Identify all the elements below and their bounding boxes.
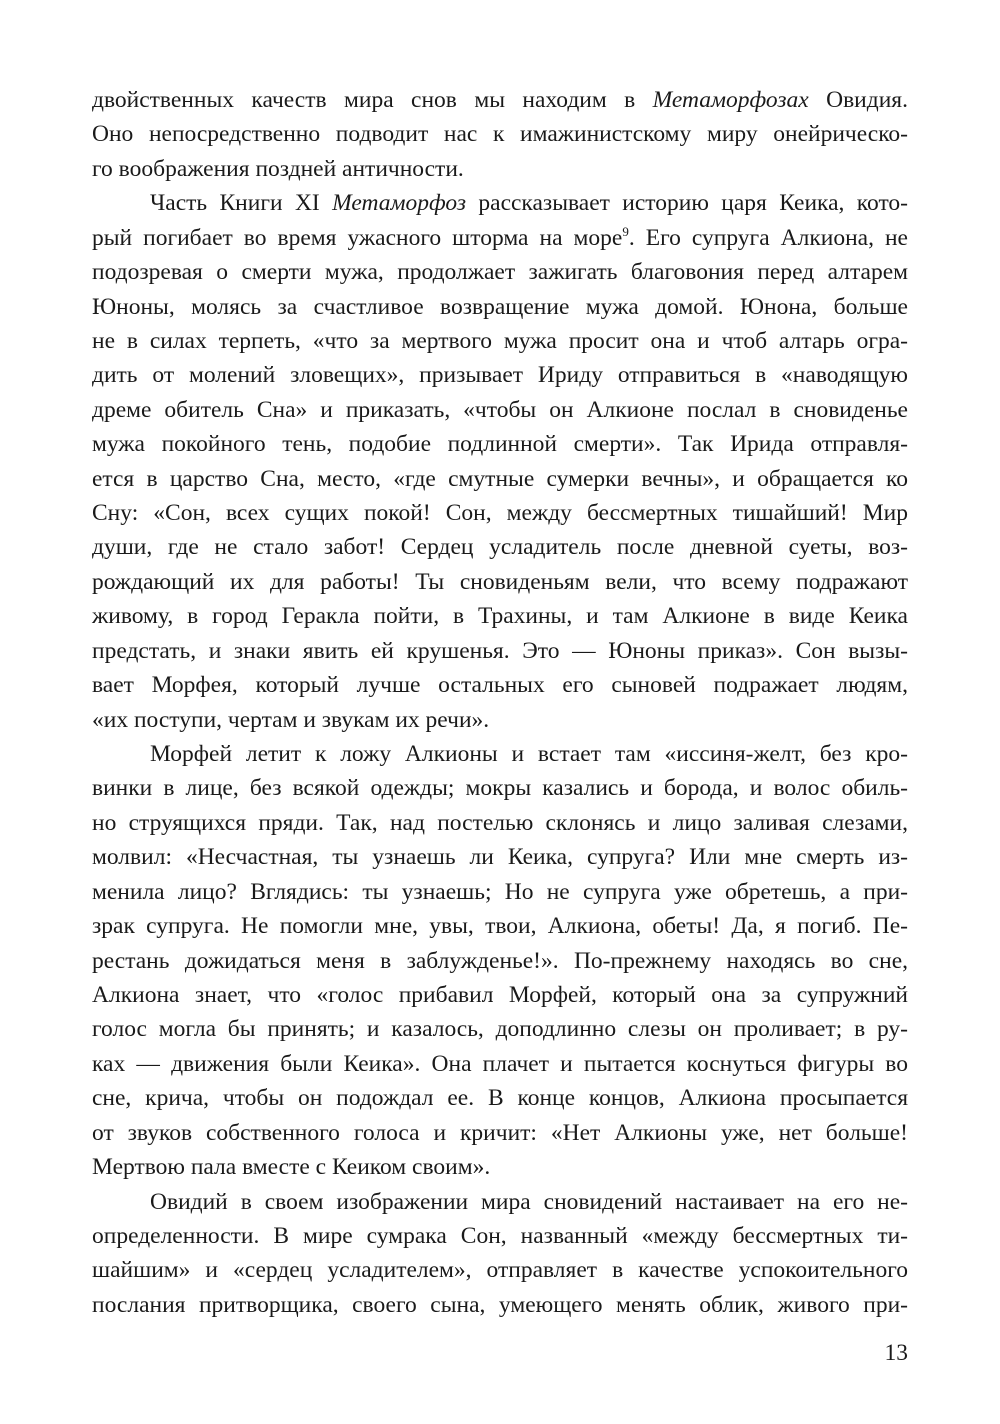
text-line <box>92 771 908 805</box>
paragraph <box>92 186 908 737</box>
text-line <box>92 1185 908 1219</box>
text-run: живому, в город Геракла пойти, в Трахины, и там Алкионе в виде Кеика <box>92 603 908 630</box>
text-run: подозревая о смерти мужа, продолжает зажигать благовония перед алтарем <box>92 259 908 286</box>
text-line <box>92 393 908 427</box>
text-run: Морфей летит к ложу Алкионы и встает там «иссиня-желт, без кро- <box>150 741 908 768</box>
text-line <box>92 358 908 392</box>
text-line <box>92 221 908 255</box>
paragraph <box>92 737 908 1184</box>
text-line <box>92 909 908 943</box>
text-line <box>92 255 908 289</box>
text-run: двойственных качеств мира снов мы находим в <box>92 87 653 113</box>
text-line <box>92 530 908 564</box>
italic-title: Метаморфозах <box>652 87 809 113</box>
text-run: души, где не стало забот! Сердец усладитель после дневной суеты, воз- <box>92 534 908 561</box>
text-run: Юноны, молясь за счастливое возвращение мужа домой. Юнона, больше <box>92 293 908 320</box>
text-line <box>92 1012 908 1046</box>
text-run: го воображения поздней античности. <box>92 155 464 182</box>
text-line <box>92 1150 908 1184</box>
text-run: «их поступи, чертам и звукам их речи». <box>92 706 490 733</box>
text-run: молвил: «Несчастная, ты узнаешь ли Кеика, супруга? Или мне смерть из- <box>92 844 908 871</box>
text-line <box>92 186 908 220</box>
text-line <box>92 117 908 151</box>
text-line <box>92 668 908 702</box>
text-run: зрак супруга. Не помогли мне, увы, твои, Алкиона, обеты! Да, я погиб. Пе- <box>92 913 908 940</box>
page-number: 13 <box>884 1340 908 1366</box>
text-line <box>92 599 908 633</box>
text-run: не в силах терпеть, «что за мертвого мужа просит она и чтоб алтарь огра- <box>92 327 908 354</box>
text-run: менила лицо? Вглядись: ты узнаешь; Но не супруга уже обретешь, а при- <box>92 878 908 905</box>
text-run: Овидий в своем изображении мира сновидений настаивает на его не- <box>150 1188 908 1215</box>
text-run: Часть Книги XI <box>150 190 333 217</box>
text-line <box>92 1116 908 1150</box>
text-line <box>92 944 908 978</box>
text-line <box>92 978 908 1012</box>
text-line <box>92 1219 908 1253</box>
text-run: рождающий их для работы! Ты сновиденьям вели, что всему подражают <box>92 568 908 595</box>
italic-title: Метаморфоз <box>332 190 466 217</box>
paragraph <box>92 1185 908 1323</box>
text-line <box>92 152 908 186</box>
text-run: дреме обитель Сна» и приказать, «чтобы он Алкионе послал в сновиденье <box>92 396 908 423</box>
body-text <box>92 83 908 1322</box>
text-run: предстать, и знаки явить ей крушенья. Это — Юноны приказ». Сон вызы- <box>92 637 908 664</box>
text-run: ется в царство Сна, место, «где смутные сумерки вечны», и обращается ко <box>92 465 908 492</box>
text-run: ках — движения были Кеика». Она плачет и пытается коснуться фигуры во <box>92 1050 908 1077</box>
text-line <box>92 462 908 496</box>
text-run: Алкиона знает, что «голос прибавил Морфей, который она за супружний <box>92 981 908 1008</box>
text-line <box>92 1288 908 1322</box>
text-line <box>92 565 908 599</box>
text-run: но струящихся пряди. Так, над постелью склонясь и лицо заливая слезами, <box>92 809 908 836</box>
text-line <box>92 875 908 909</box>
text-run: рый погибает во время ужасного шторма на море <box>92 224 623 251</box>
text-line <box>92 324 908 358</box>
text-run: рассказывает историю царя Кеика, кото- <box>466 190 908 217</box>
text-run: Мертвою пала вместе с Кеиком своим». <box>92 1154 491 1181</box>
text-run: дить от молений зловещих», призывает Ириду отправиться в «наводящую <box>92 362 908 389</box>
text-run: Оно непосредственно подводит нас к имажинистскому миру онейрическо- <box>92 121 908 148</box>
text-line <box>92 1081 908 1115</box>
footnote-marker: 9 <box>622 223 629 239</box>
text-line <box>92 496 908 530</box>
text-run: рестань дожидаться меня в заблужденье!». По-прежнему находясь во сне, <box>92 947 908 974</box>
text-line <box>92 737 908 771</box>
text-line <box>92 634 908 668</box>
text-line <box>92 806 908 840</box>
text-line <box>92 1253 908 1287</box>
text-line <box>92 427 908 461</box>
text-line <box>92 83 908 117</box>
text-run: мужа покойного тень, подобие подлинной смерти». Так Ирида отправля- <box>92 431 908 458</box>
text-run: шайшим» и «сердец усладителем», отправляет в качестве успокоительного <box>92 1257 908 1284</box>
text-run: . Его супруга Алкиона, не <box>628 224 908 251</box>
text-line <box>92 1047 908 1081</box>
text-run: сне, крича, чтобы он подождал ее. В конце концов, Алкиона просыпается <box>92 1085 908 1112</box>
text-line <box>92 290 908 324</box>
text-run: вает Морфея, который лучше остальных его сыновей подражает людям, <box>92 672 908 699</box>
text-run: винки в лице, без всякой одежды; мокры казались и борода, и волос обиль- <box>92 775 908 802</box>
text-line <box>92 840 908 874</box>
text-run: Сну: «Сон, всех сущих покой! Сон, между бессмертных тишайший! Мир <box>92 500 908 527</box>
text-run: Овидия. <box>808 87 908 113</box>
text-run: голос могла бы принять; и казалось, доподлинно слезы он проливает; в ру- <box>92 1016 908 1043</box>
paragraph <box>92 83 908 186</box>
text-run: послания притворщика, своего сына, умеющего менять облик, живого при- <box>92 1291 908 1318</box>
text-run: от звуков собственного голоса и кричит: «Нет Алкионы уже, нет больше! <box>92 1119 908 1146</box>
text-line <box>92 703 908 737</box>
text-run: определенности. В мире сумрака Сон, названный «между бессмертных ти- <box>92 1222 908 1249</box>
